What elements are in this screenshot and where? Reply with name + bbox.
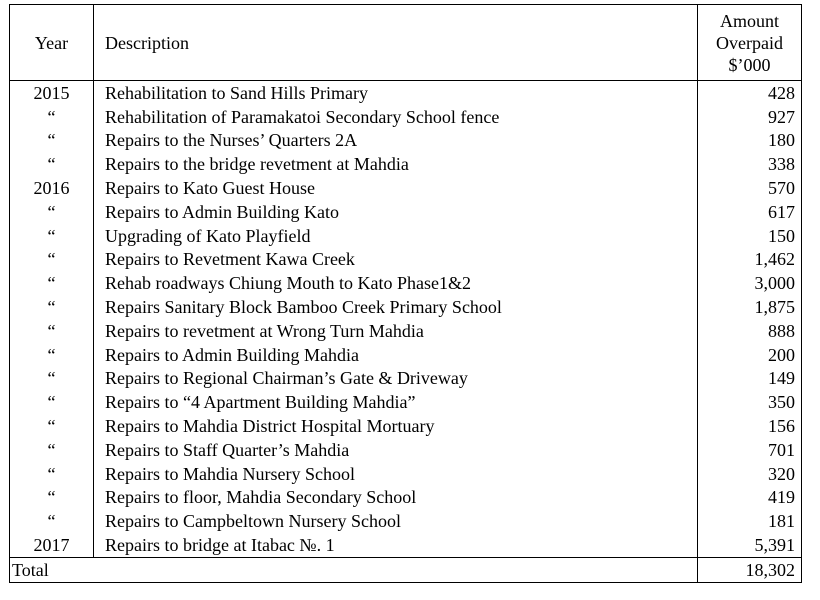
header-amount-line2: Overpaid xyxy=(716,32,783,53)
table-row xyxy=(10,486,802,510)
description-cell: Repairs to floor, Mahdia Secondary School xyxy=(94,486,698,510)
year-cell: “ xyxy=(10,248,94,272)
header-description: Description xyxy=(94,5,698,81)
amount-cell: 3,000 xyxy=(698,271,802,295)
overpayment-table xyxy=(9,4,802,583)
table-row xyxy=(10,414,802,438)
year-cell: “ xyxy=(10,462,94,486)
table-row xyxy=(10,224,802,248)
amount-cell: 156 xyxy=(698,414,802,438)
amount-cell: 350 xyxy=(698,390,802,414)
amount-cell: 150 xyxy=(698,224,802,248)
description-cell: Repairs to Campbeltown Nursery School xyxy=(94,509,698,533)
table-row xyxy=(10,248,802,272)
table-header xyxy=(10,5,802,81)
year-cell: “ xyxy=(10,414,94,438)
table-row xyxy=(10,509,802,533)
table-row xyxy=(10,152,802,176)
amount-cell: 200 xyxy=(698,343,802,367)
year-cell: “ xyxy=(10,105,94,129)
table-footer xyxy=(10,557,802,582)
description-cell: Rehabilitation to Sand Hills Primary xyxy=(94,81,698,105)
table-body xyxy=(10,81,802,558)
year-cell: “ xyxy=(10,486,94,510)
table-row xyxy=(10,343,802,367)
year-cell: “ xyxy=(10,152,94,176)
year-cell: 2017 xyxy=(10,533,94,557)
year-cell: “ xyxy=(10,319,94,343)
amount-cell: 1,462 xyxy=(698,248,802,272)
table-row xyxy=(10,176,802,200)
description-cell: Repairs Sanitary Block Bamboo Creek Primary School xyxy=(94,295,698,319)
year-cell: 2016 xyxy=(10,176,94,200)
description-cell: Repairs to the Nurses’ Quarters 2A xyxy=(94,129,698,153)
amount-cell: 180 xyxy=(698,129,802,153)
description-cell: Repairs to Staff Quarter’s Mahdia xyxy=(94,438,698,462)
overpayment-table-container xyxy=(9,4,801,583)
description-cell: Repairs to Revetment Kawa Creek xyxy=(94,248,698,272)
year-cell: 2015 xyxy=(10,81,94,105)
amount-cell: 428 xyxy=(698,81,802,105)
amount-cell: 320 xyxy=(698,462,802,486)
description-cell: Repairs to the bridge revetment at Mahdia xyxy=(94,152,698,176)
table-row xyxy=(10,438,802,462)
year-cell: “ xyxy=(10,390,94,414)
amount-cell: 617 xyxy=(698,200,802,224)
description-cell: Repairs to bridge at Itabac №. 1 xyxy=(94,533,698,557)
year-cell: “ xyxy=(10,509,94,533)
description-cell: Repairs to Mahdia Nursery School xyxy=(94,462,698,486)
amount-cell: 701 xyxy=(698,438,802,462)
year-cell: “ xyxy=(10,271,94,295)
table-row xyxy=(10,105,802,129)
year-cell: “ xyxy=(10,129,94,153)
description-cell: Rehab roadways Chiung Mouth to Kato Phase1&2 xyxy=(94,271,698,295)
amount-cell: 5,391 xyxy=(698,533,802,557)
description-cell: Repairs to “4 Apartment Building Mahdia” xyxy=(94,390,698,414)
description-cell: Repairs to Kato Guest House xyxy=(94,176,698,200)
year-cell: “ xyxy=(10,200,94,224)
header-amount xyxy=(698,5,802,81)
amount-cell: 888 xyxy=(698,319,802,343)
amount-cell: 927 xyxy=(698,105,802,129)
table-row xyxy=(10,295,802,319)
header-year: Year xyxy=(10,5,94,81)
description-cell: Upgrading of Kato Playfield xyxy=(94,224,698,248)
year-cell: “ xyxy=(10,224,94,248)
description-cell: Repairs to Regional Chairman’s Gate & Driveway xyxy=(94,367,698,391)
year-cell: “ xyxy=(10,438,94,462)
total-label: Total xyxy=(10,557,698,582)
table-row xyxy=(10,462,802,486)
table-row xyxy=(10,367,802,391)
description-cell: Rehabilitation of Paramakatoi Secondary School fence xyxy=(94,105,698,129)
table-row xyxy=(10,390,802,414)
header-row xyxy=(10,5,802,81)
description-cell: Repairs to revetment at Wrong Turn Mahdia xyxy=(94,319,698,343)
header-amount-line3: $’000 xyxy=(728,54,771,75)
header-amount-line1: Amount xyxy=(719,10,779,31)
table-row xyxy=(10,271,802,295)
description-cell: Repairs to Admin Building Kato xyxy=(94,200,698,224)
amount-cell: 570 xyxy=(698,176,802,200)
description-cell: Repairs to Admin Building Mahdia xyxy=(94,343,698,367)
year-cell: “ xyxy=(10,367,94,391)
table-row xyxy=(10,200,802,224)
description-cell: Repairs to Mahdia District Hospital Mortuary xyxy=(94,414,698,438)
amount-cell: 419 xyxy=(698,486,802,510)
amount-cell: 338 xyxy=(698,152,802,176)
total-row xyxy=(10,557,802,582)
table-row xyxy=(10,81,802,105)
table-row xyxy=(10,319,802,343)
table-row xyxy=(10,533,802,557)
year-cell: “ xyxy=(10,343,94,367)
total-amount: 18,302 xyxy=(698,557,802,582)
year-cell: “ xyxy=(10,295,94,319)
table-row xyxy=(10,129,802,153)
amount-cell: 149 xyxy=(698,367,802,391)
amount-cell: 1,875 xyxy=(698,295,802,319)
amount-cell: 181 xyxy=(698,509,802,533)
